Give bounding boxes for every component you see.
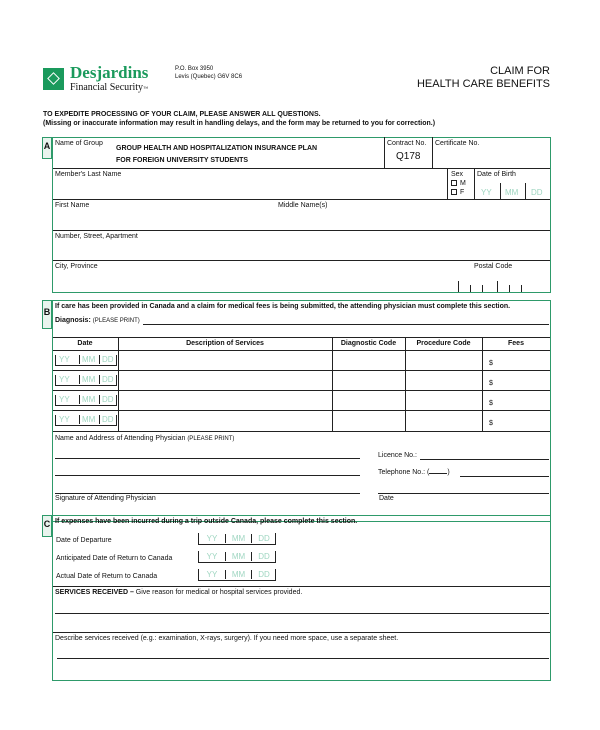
sex-f-label: F <box>460 189 465 196</box>
trip-date-input[interactable] <box>198 533 276 545</box>
brand-name: Desjardins <box>70 63 149 82</box>
date-mm: MM <box>79 395 95 404</box>
middle-name-label: Middle Name(s) <box>278 202 328 209</box>
postal-code-label: Postal Code <box>474 263 513 270</box>
logo-icon <box>43 68 64 90</box>
title-line-2: HEALTH CARE BENEFITS <box>416 78 550 90</box>
date-mm: MM <box>79 375 95 384</box>
telephone-label-text: Telephone No.: ( <box>378 469 430 476</box>
licence-label: Licence No.: <box>378 452 417 459</box>
trip-date-label: Actual Date of Return to Canada <box>56 573 158 580</box>
date-yy: YY <box>59 395 70 404</box>
trip-date-label: Date of Departure <box>56 537 112 544</box>
diagnosis-field[interactable] <box>55 317 140 324</box>
section-c <box>52 515 551 681</box>
fee-dollar: $ <box>489 380 493 387</box>
date-dd: DD <box>251 552 276 561</box>
address-line-1: P.O. Box 3950 <box>175 66 214 72</box>
group-line-1: GROUP HEALTH AND HOSPITALIZATION INSURANCE PLAN <box>116 145 318 152</box>
date-mm: MM <box>225 570 251 579</box>
table-row[interactable] <box>53 350 550 370</box>
col-procedure-code: Procedure Code <box>416 340 471 347</box>
col-fees: Fees <box>508 340 524 347</box>
physician-address-line-1[interactable] <box>55 458 360 459</box>
row-date[interactable] <box>55 355 117 366</box>
trip-date-label: Anticipated Date of Return to Canada <box>56 555 173 562</box>
contract-value[interactable]: Q178 <box>396 151 421 162</box>
date-yy: YY <box>206 534 218 543</box>
table-row[interactable] <box>53 390 550 410</box>
section-a-tab: A <box>42 137 52 159</box>
date-mm: MM <box>79 415 95 424</box>
sex-m-checkbox[interactable] <box>451 180 466 187</box>
telephone-close: ) <box>447 469 450 476</box>
physician-label-text: Name and Address of Attending Physician <box>55 435 186 442</box>
describe-services-text: Describe services received (e.g.: examination, X-rays, surgery). If you need more space, use a separate sheet. <box>55 635 399 642</box>
date-yy: YY <box>206 552 218 561</box>
section-c-intro: If expenses have been incurred during a trip outside Canada, please complete this section. <box>55 518 358 525</box>
last-name-label: Member's Last Name <box>55 171 122 178</box>
date-label: Date <box>379 495 394 502</box>
row-date[interactable] <box>55 415 117 426</box>
dob-yy[interactable]: YY <box>481 188 492 197</box>
group-line-2: FOR FOREIGN UNIVERSITY STUDENTS <box>116 157 249 164</box>
date-dd: DD <box>251 570 276 579</box>
dob-dd[interactable]: DD <box>531 188 543 197</box>
signature-label: Signature of Attending Physician <box>55 495 156 502</box>
services-reason-line[interactable] <box>55 613 549 614</box>
fee-dollar: $ <box>489 420 493 427</box>
city-label: City, Province <box>55 263 98 270</box>
row-date[interactable] <box>55 395 117 406</box>
date-dd: DD <box>251 534 276 543</box>
diagnosis-label: Diagnosis: <box>55 317 91 324</box>
trip-date-input[interactable] <box>198 569 276 581</box>
date-mm: MM <box>225 552 251 561</box>
signature-line[interactable] <box>55 493 360 494</box>
instructions-line-2: (Missing or inaccurate information may result in handling delays, and the form may be returned to you for correction.) <box>43 120 436 127</box>
date-mm: MM <box>225 534 251 543</box>
date-line[interactable] <box>378 493 549 494</box>
col-date: Date <box>77 340 93 347</box>
physician-address-line-2[interactable] <box>55 475 360 476</box>
first-name-label: First Name <box>55 202 90 209</box>
row-date[interactable] <box>55 375 117 386</box>
form-title <box>417 65 550 91</box>
services-received-label: SERVICES RECEIVED – <box>55 589 134 596</box>
section-b-tab: B <box>42 300 52 329</box>
date-yy: YY <box>59 355 70 364</box>
sub-brand: Financial Security <box>70 82 144 93</box>
please-print-note: (PLEASE PRINT) <box>187 436 235 442</box>
telephone-label <box>378 469 450 476</box>
trip-date-input[interactable] <box>198 551 276 563</box>
services-received <box>55 589 302 596</box>
address-line-2: Levis (Quebec) G6V 8C6 <box>175 74 243 80</box>
certificate-label: Certificate No. <box>435 140 480 147</box>
physician-label <box>55 435 234 442</box>
brand-subtitle <box>70 82 148 93</box>
date-yy: YY <box>59 375 70 384</box>
services-received-text: Give reason for medical or hospital services provided. <box>133 589 303 596</box>
date-yy: YY <box>206 570 218 579</box>
contract-label: Contract No. <box>387 140 427 147</box>
street-label: Number, Street, Apartment <box>55 233 138 240</box>
sex-label: Sex <box>451 171 464 178</box>
group-label: Name of Group <box>55 140 103 147</box>
title-line-1: CLAIM FOR <box>490 65 550 77</box>
date-dd: DD <box>99 415 114 424</box>
date-dd: DD <box>99 375 114 384</box>
section-c-tab: C <box>42 515 52 537</box>
instructions-line-1: TO EXPEDITE PROCESSING OF YOUR CLAIM, PLEASE ANSWER ALL QUESTIONS. <box>43 111 321 118</box>
table-row[interactable] <box>53 410 550 430</box>
section-b-intro: If care has been provided in Canada and a claim for medical fees is being submitted, the attending physician must complete this section. <box>55 303 511 310</box>
sex-f-checkbox[interactable] <box>451 189 464 196</box>
group-name <box>116 143 317 167</box>
date-yy: YY <box>59 415 70 424</box>
dob-label: Date of Birth <box>477 171 516 178</box>
trademark: ™ <box>143 87 148 92</box>
telephone-input[interactable] <box>460 476 549 477</box>
licence-input[interactable] <box>420 459 549 460</box>
address <box>175 65 242 81</box>
please-print-note: (PLEASE PRINT) <box>92 318 140 324</box>
describe-services-line[interactable] <box>57 658 549 659</box>
date-mm: MM <box>79 355 95 364</box>
fee-dollar: $ <box>489 400 493 407</box>
date-dd: DD <box>99 355 114 364</box>
col-diagnostic-code: Diagnostic Code <box>340 340 397 347</box>
fee-dollar: $ <box>489 360 493 367</box>
sex-m-label: M <box>460 180 466 187</box>
dob-mm[interactable]: MM <box>505 188 519 197</box>
col-description: Description of Services <box>186 340 264 347</box>
date-dd: DD <box>99 395 114 404</box>
table-row[interactable] <box>53 370 550 390</box>
